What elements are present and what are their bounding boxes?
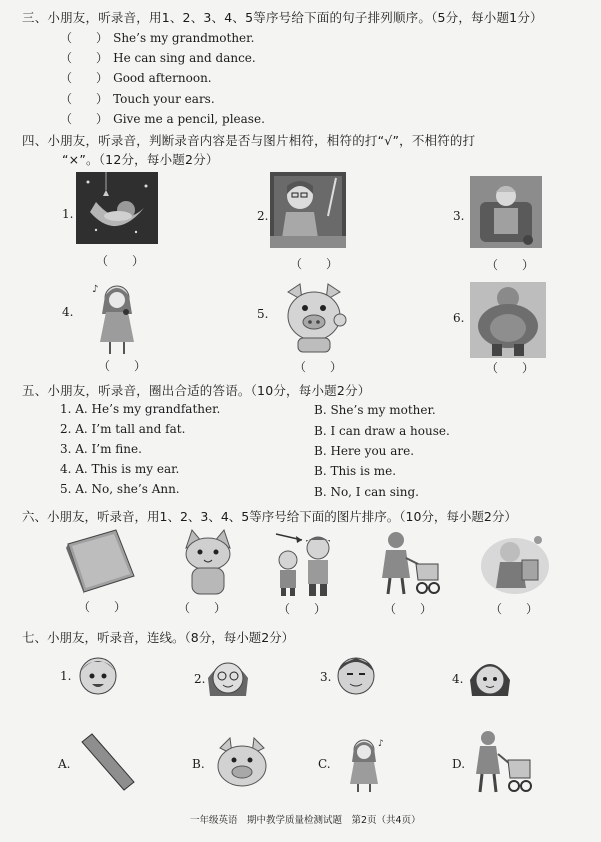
- s6-paren-5[interactable]: （ ）: [490, 602, 539, 616]
- s6-paren-3[interactable]: （ ）: [278, 602, 327, 616]
- sentence: He can sing and dance.: [113, 51, 256, 65]
- s7-letter-c: C.: [318, 757, 331, 771]
- grandmother-knitting-picture: [470, 176, 542, 248]
- sentence: Give me a pencil, please.: [113, 112, 265, 126]
- s5-q3-option-a[interactable]: 3. A. I’m fine.: [60, 442, 142, 456]
- s5-q2-option-b[interactable]: B. I can draw a house.: [314, 424, 450, 438]
- s4-paren-4[interactable]: （ ）: [98, 359, 147, 373]
- section-7-heading: 七、小朋友，听录音，连线。（8分，每小题2分）: [22, 630, 295, 645]
- section-3-heading: 三、小朋友，听录音，用1、2、3、4、5等序号给下面的句子排列顺序。（5分，每小题1分）: [22, 10, 543, 25]
- page-footer: 一年级英语 期中教学质量检测试题 第2页（共4页）: [190, 815, 421, 826]
- cat-picture: [176, 528, 240, 596]
- s7-number-2: 2.: [194, 672, 206, 686]
- boy-face-1-picture[interactable]: [76, 650, 120, 698]
- s6-paren-1[interactable]: （ ）: [78, 600, 127, 614]
- ruler-picture[interactable]: [78, 732, 138, 792]
- s4-paren-2[interactable]: （ ）: [290, 257, 339, 271]
- pig-picture: [278, 280, 350, 356]
- section-6-heading: 六、小朋友，听录音，用1、2、3、4、5等序号给下面的图片排序。（10分，每小题2分）: [22, 509, 517, 524]
- svg-text:♪: ♪: [378, 739, 384, 749]
- s4-paren-5[interactable]: （ ）: [294, 360, 343, 374]
- s5-q4-option-b[interactable]: B. This is me.: [314, 464, 397, 478]
- sentence: She’s my grandmother.: [113, 31, 255, 45]
- s4-number-2: 2.: [257, 209, 269, 223]
- s4-paren-6[interactable]: （ ）: [486, 361, 535, 375]
- s5-q3-option-b[interactable]: B. Here you are.: [314, 444, 415, 458]
- s4-paren-3[interactable]: （ ）: [486, 258, 535, 272]
- s7-number-4: 4.: [452, 672, 464, 686]
- s4-number-3: 3.: [453, 209, 465, 223]
- s3-item-4: [60, 88, 215, 107]
- fat-man-picture: [470, 282, 546, 358]
- pig-face-picture[interactable]: [214, 736, 270, 790]
- two-boys-picture: [272, 528, 338, 598]
- girl-face-4-picture[interactable]: [468, 652, 512, 700]
- sentence: Touch your ears.: [113, 92, 215, 106]
- section-4-heading-line1: 四、小朋友，听录音，判断录音内容是否与图片相符，相符的打“√”，不相符的打: [22, 133, 476, 148]
- sentence: Good afternoon.: [113, 71, 212, 85]
- s3-item-3: [60, 67, 212, 86]
- s4-number-6: 6.: [453, 311, 465, 325]
- s7-number-1: 1.: [60, 669, 72, 683]
- answer-paren[interactable]: （ ）: [60, 31, 109, 45]
- s5-q5-option-b[interactable]: B. No, I can sing.: [314, 485, 419, 499]
- girl-reading-picture: [480, 530, 550, 596]
- girl-singing-small-picture[interactable]: [340, 734, 390, 794]
- s3-item-2: [60, 47, 256, 66]
- s5-q2-option-a[interactable]: 2. A. I’m tall and fat.: [60, 422, 186, 436]
- s7-letter-a: A.: [58, 757, 71, 771]
- boy-face-3-picture[interactable]: [334, 650, 378, 698]
- book-picture: [64, 528, 136, 594]
- girl-glasses-face-picture[interactable]: [206, 652, 250, 700]
- s7-letter-d: D.: [452, 757, 466, 771]
- s4-paren-1[interactable]: （ ）: [96, 254, 145, 268]
- mother-stroller-picture: [376, 530, 442, 598]
- answer-paren[interactable]: （ ）: [60, 51, 109, 65]
- answer-paren[interactable]: （ ）: [60, 112, 109, 126]
- s5-q5-option-a[interactable]: 5. A. No, she’s Ann.: [60, 482, 180, 496]
- s3-item-1: [60, 27, 254, 46]
- section-5-heading: 五、小朋友，听录音，圈出合适的答语。（10分，每小题2分）: [22, 383, 371, 398]
- s5-q1-option-b[interactable]: B. She’s my mother.: [314, 403, 436, 417]
- svg-text:♪: ♪: [92, 284, 99, 295]
- s5-q4-option-a[interactable]: 4. A. This is my ear.: [60, 462, 180, 476]
- girl-drawing-picture: [270, 172, 346, 248]
- moon-sleeping-picture: [76, 172, 158, 244]
- answer-paren[interactable]: （ ）: [60, 71, 109, 85]
- answer-paren[interactable]: （ ）: [60, 92, 109, 106]
- s7-letter-b: B.: [192, 757, 205, 771]
- s6-paren-2[interactable]: （ ）: [178, 601, 227, 615]
- s6-paren-4[interactable]: （ ）: [384, 602, 433, 616]
- s4-number-5: 5.: [257, 307, 269, 321]
- girl-singing-picture: [90, 278, 144, 358]
- woman-stroller-picture[interactable]: [472, 730, 534, 796]
- section-4-heading-line2: “×”。（12分，每小题2分）: [62, 152, 219, 167]
- s4-number-1: 1.: [62, 207, 74, 221]
- s4-number-4: 4.: [62, 305, 74, 319]
- s3-item-5: [60, 108, 265, 127]
- s7-number-3: 3.: [320, 670, 332, 684]
- s5-q1-option-a[interactable]: 1. A. He’s my grandfather.: [60, 402, 221, 416]
